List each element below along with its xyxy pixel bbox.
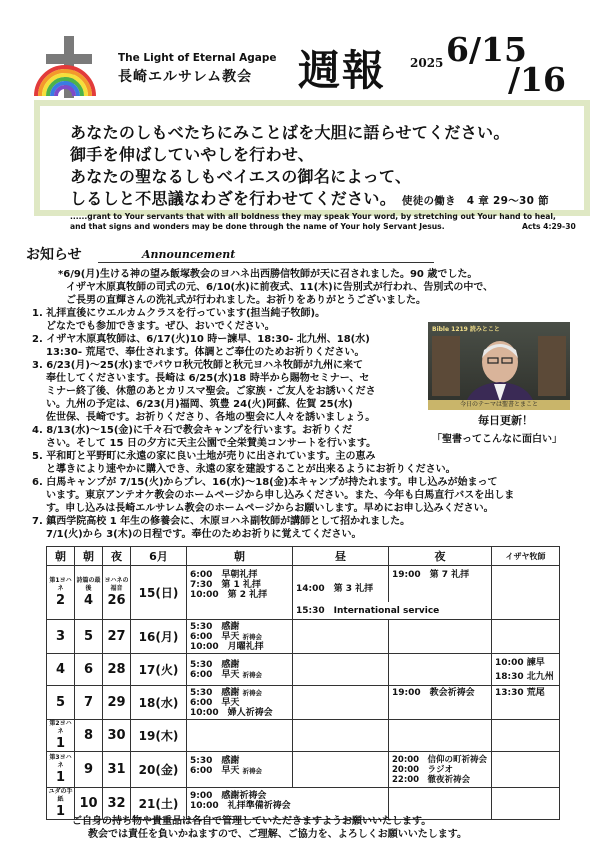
notice-line: 6. 白馬キャンプが 7/15(火)からプレ、16(水)～18(金)本キャンプが持たれます。申し込みが始まって [32, 477, 498, 488]
event-tag: 祈祷会 [242, 767, 263, 775]
event: 6:00 早天 [190, 697, 240, 708]
event: 9:00 感謝祈祷会 [190, 791, 267, 801]
verse-line: 御手を伸ばしていやしを行わせ、 [70, 145, 315, 164]
reading-chapter: 6 [75, 654, 103, 686]
verse-english-line: ......grant to Your servants that with all boldness they may speak Your word, by stretching out Your hand to heal, [70, 212, 556, 221]
event: 10:00 婦人祈祷会 [190, 707, 273, 718]
event: 10:00 諫早 [495, 657, 545, 668]
notice-line: どなたでも参加できます。ぜひ、おいでください。 [46, 321, 275, 332]
event: 13:30 荒尾 [492, 686, 560, 720]
day-cell: 21(土) [131, 788, 187, 820]
verse-english-ref: Acts 4:29-30 [522, 222, 576, 231]
event: 20:00 信仰の町祈祷会 [392, 754, 488, 765]
event: 14:00 第 3 礼拝 [296, 584, 374, 594]
reading-label: 第2ヨハネ [49, 720, 72, 735]
notice-line: す。申し込みは長崎エルサレム教会のホームページからお願いします。早めにお申し込みください。 [46, 503, 494, 514]
event: 5:30 感謝 [190, 756, 240, 766]
pastor-video-thumbnail[interactable] [428, 322, 570, 410]
daily-update-label: 毎日更新！ [478, 414, 533, 427]
verse-english [70, 212, 556, 232]
date-line2: /16 [508, 60, 566, 99]
event: 6:00 早朝礼拝 [190, 570, 258, 580]
event: 7:30 第 1 礼拝 [190, 580, 261, 590]
verse-english-line: and that signs and wonders may be done through the name of Your holy Servant Jesus. [70, 222, 445, 231]
day-cell: 15(日) [131, 566, 187, 620]
verse-line: あなたのしもべたちにみことばを大胆に語らせてください。 [70, 123, 510, 142]
reading-chapter: 7 [75, 686, 103, 720]
event: 5:30 感謝 [190, 687, 240, 698]
reading-chapter: 5 [47, 686, 75, 720]
event-tag: 祈祷会 [242, 670, 263, 679]
event-tag: 祈祷会 [242, 632, 263, 641]
notice-line: 3. 6/23(月)～25(水)までパウロ秋元牧師と秋元ヨハネ牧師が九州に来て [32, 360, 363, 371]
reading-chapter: 8 [75, 720, 103, 752]
reading-label: ユダの手紙 [48, 788, 73, 803]
verse-ref: 使徒の働き 4 章 29～30 節 [401, 195, 549, 207]
person-image [428, 322, 570, 410]
reading-chapter: 2 [55, 593, 66, 608]
col-header-evening-reading: 夜 [103, 547, 131, 566]
reading-chapter: 1 [55, 736, 66, 751]
notices-title-jp: お知らせ [26, 247, 82, 263]
col-header-morning-1: 朝 [47, 547, 75, 566]
notice-line: イザヤ木原真牧師の司式の元、6/10(水)に前夜式、11(木)に告別式が行われ、告別式の中で、 [66, 282, 494, 293]
series-title: 「聖書ってこんなに面白い」 [432, 434, 562, 445]
table-row [47, 566, 560, 620]
day-cell: 16(月) [131, 620, 187, 654]
reading-chapter: 4 [83, 593, 94, 608]
notice-line: *6/9(月)生ける神の望み飯塚教会のヨハネ出西勝信牧師が天に召されました。90 歳でした。 [58, 269, 478, 280]
event: 19:00 教会祈祷会 [389, 686, 492, 720]
notice-line: 佐世保、長崎です。お祈りくださり、各地の聖会に人々を誘いましょう。 [46, 412, 376, 423]
event: 22:00 徹夜祈祷会 [392, 774, 471, 785]
notice-line: 5. 平和町と平野町に永遠の家に良い土地が売りに出されています。主の恵み [32, 451, 376, 462]
church-name: 長崎エルサレム教会 [118, 69, 253, 85]
notice-line: います。東京アンテオケ教会のホームページから申し込みください。また、今年も白馬直行バスを出しま [46, 490, 515, 501]
weekly-schedule-table [46, 546, 560, 820]
notice-line: 2. イザヤ木原真牧師は、6/17(火)10 時ー諫早、18:30- 北九州、18(水) [32, 334, 370, 345]
page-title: 週報 [298, 46, 387, 95]
reading-chapter: 9 [75, 752, 103, 788]
reading-label: ヨハネの福音 [104, 577, 129, 592]
reading-chapter: 28 [103, 654, 131, 686]
notice-line: 7/1(火)から 3(木)の日程です。奉仕のためお祈りに覚えてください。 [46, 529, 362, 540]
reading-chapter: 3 [47, 620, 75, 654]
header-en-title: The Light of Eternal Agape [118, 52, 277, 64]
col-header-noon: 昼 [293, 547, 389, 566]
notice-line: 4. 8/13(水)～15(金)に千々石で教会キャンプを行います。お祈りくだ [32, 425, 353, 436]
notice-line: 13:30- 荒尾で、奉仕されます。体調とご奉仕のためお祈りください。 [46, 347, 365, 358]
reading-chapter: 32 [103, 788, 131, 820]
reading-chapter: 1 [55, 804, 66, 819]
reading-label: 第1ヨハネ [49, 577, 72, 592]
year: 2025 [410, 56, 444, 70]
reading-chapter: 31 [103, 752, 131, 788]
notice-line: い。九州の予定は、6/23(月)福岡、筑豊 24(火)阿蘇、佐賀 25(水) [46, 399, 353, 410]
day-cell: 17(火) [131, 654, 187, 686]
day-cell: 19(木) [131, 720, 187, 752]
reading-label: 第3ヨハネ [49, 754, 72, 769]
event: 6:00 早天 [190, 631, 240, 642]
photo-caption: Bible 1219 読みとこと [432, 326, 500, 333]
reading-chapter: 5 [75, 620, 103, 654]
rainbow-icon [34, 62, 96, 96]
notices-underline [98, 262, 434, 263]
event: 18:30 北九州 [495, 671, 554, 682]
table-row [47, 686, 560, 720]
col-header-month: 6月 [131, 547, 187, 566]
notices-title-en: Announcement [142, 248, 236, 261]
col-header-morning: 朝 [187, 547, 293, 566]
verse-box [34, 100, 590, 216]
event: 19:00 第 7 礼拝 [392, 570, 470, 580]
verse-line: あなたの聖なるしもべイエスの御名によって、 [70, 167, 412, 186]
event: 20:00 ラジオ [392, 764, 454, 775]
event: 6:00 早天 [190, 766, 240, 776]
event: 10:00 月曜礼拝 [190, 641, 264, 652]
event: 15:30 International service [296, 606, 440, 616]
photo-subcaption: 今日のテーマは聖書とまこと [428, 400, 570, 410]
table-row [47, 752, 560, 788]
col-header-morning-2: 朝 [75, 547, 103, 566]
notice-line: 7. 鎮西学院高校 1 年生の修養会に、木原ヨハネ副牧師が講師として招かれました。 [32, 516, 411, 527]
event-tag: 祈祷会 [242, 688, 263, 697]
event: 6:00 早天 [190, 669, 240, 680]
reading-label: 詩篇の最後 [76, 577, 101, 592]
date-line1: 6/15 [446, 30, 527, 69]
reading-chapter: 30 [103, 720, 131, 752]
reading-chapter: 27 [103, 620, 131, 654]
table-row [47, 620, 560, 654]
notice-line: ご長男の直輝さんの洗礼式が行われました。お祈りをありがとうございました。 [66, 295, 426, 306]
col-header-evening: 夜 [389, 547, 492, 566]
reading-chapter: 26 [107, 593, 126, 608]
reading-chapter: 4 [47, 654, 75, 686]
event: 10:00 第 2 礼拝 [190, 590, 268, 600]
reading-chapter: 1 [55, 770, 66, 785]
event: 10:00 礼拝準備祈祷会 [190, 801, 291, 811]
day-cell: 18(水) [131, 686, 187, 720]
event: 5:30 感謝 [190, 621, 240, 632]
notice-line: さい。そして 15 日の夕方に天主公園で全栄賛美コンサートを行います。 [46, 438, 377, 449]
notice-line: ミナー終了後、休憩のあとカリスマ聖会。ご家族・ご友人をお誘いくださ [46, 386, 376, 397]
col-header-isaiah-pastor: イザヤ牧師 [492, 547, 560, 566]
notice-line: 1. 礼拝直後にウエルカムクラスを行っています(担当純子牧師)。 [32, 308, 326, 319]
table-row [47, 720, 560, 752]
footer-line: 教会では責任を負いかねますので、ご理解、ご協力を、よろしくお願いいたします。 [88, 829, 467, 840]
notice-line: 奉仕してくださいます。長崎は 6/25(水)18 時半から賜物セミナー、セ [46, 373, 370, 384]
reading-chapter: 10 [75, 788, 103, 820]
event: 5:30 感謝 [190, 659, 240, 670]
notice-line: と導きにより速やかに購入でき、永遠の家を建設することが出来るようにお祈りください。 [46, 464, 456, 475]
verse-line: しるしと不思議なわざを行わせてください。 [70, 189, 397, 208]
reading-chapter: 29 [103, 686, 131, 720]
footer-line: ご自身の持ち物や貴重品は各自で管理していただきますようお願いいたします。 [72, 816, 432, 827]
table-row [47, 654, 560, 686]
day-cell: 20(金) [131, 752, 187, 788]
